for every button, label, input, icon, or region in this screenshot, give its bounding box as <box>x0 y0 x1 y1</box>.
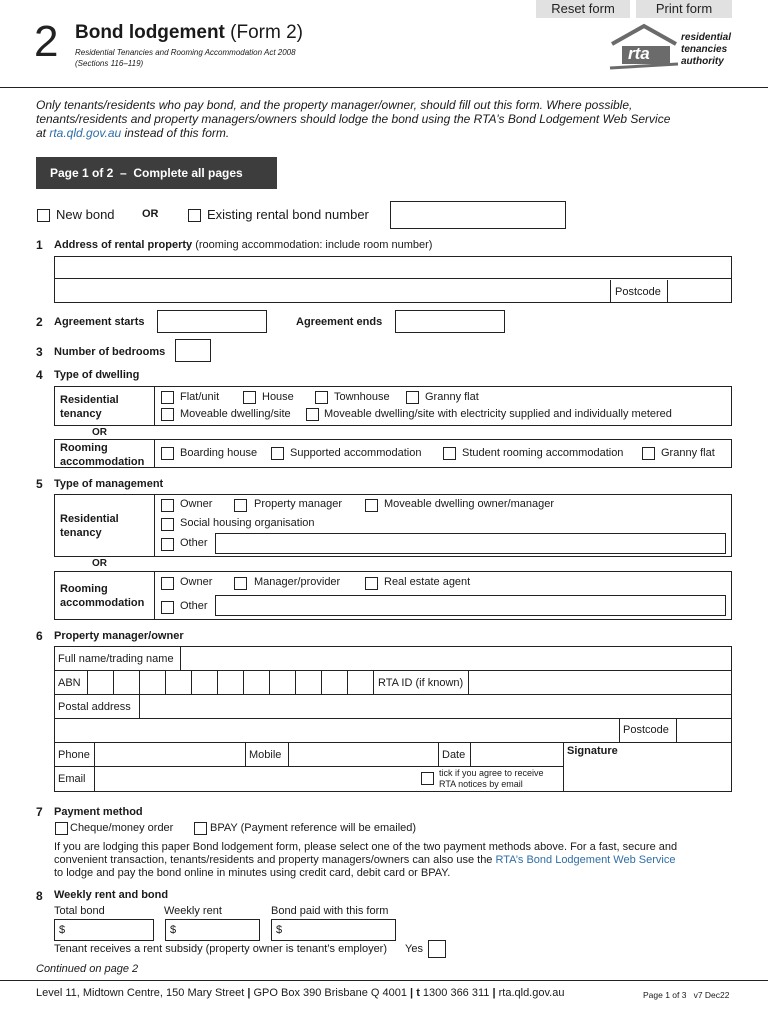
intro-line-1: Only tenants/residents who pay bond, and the property manager/owner, should fill out this form. Where possible, <box>36 98 633 112</box>
payment-method-label: Payment method <box>54 806 143 818</box>
divider <box>154 494 155 557</box>
dwelling-residential-label <box>60 393 119 421</box>
existing-bond-label: Existing rental bond number <box>207 207 369 222</box>
act-reference: Residential Tenancies and Rooming Accommodation Act 2008 <box>75 48 296 57</box>
rent-subsidy-label: Tenant receives a rent subsidy (property owner is tenant’s employer) <box>54 943 388 955</box>
footer-gpo: GPO Box 390 Brisbane Q 4001 <box>253 987 407 999</box>
section-1-number: 1 <box>36 238 43 252</box>
subsidy-yes-checkbox[interactable] <box>428 940 446 958</box>
cheque-label: Cheque/money order <box>70 822 174 834</box>
bond-paid-label: Bond paid with this form <box>271 905 389 917</box>
intro-line-2: tenants/residents and property managers/owners should lodge the bond using the RTA’s Bond Lodgement Web Service <box>36 112 671 126</box>
print-form-button[interactable]: Print form <box>636 0 732 18</box>
side-line: accommodation <box>60 456 145 468</box>
phone-input[interactable] <box>95 743 245 765</box>
new-bond-label: New bond <box>56 207 115 222</box>
section-6-number: 6 <box>36 629 43 643</box>
footer-version: v7 Dec22 <box>693 990 730 1000</box>
pm-postcode-label: Postcode <box>623 724 669 736</box>
existing-bond-checkbox[interactable] <box>188 209 201 222</box>
abn-label: ABN <box>58 677 81 689</box>
payment-note-line-1: If you are lodging this paper Bond lodgement form, please select one of the two payment methods above. For a fast, secure and <box>54 841 678 853</box>
rooming-owner-checkbox[interactable] <box>161 577 174 590</box>
total-bond-input[interactable] <box>54 919 154 941</box>
mgmt-moveable-owner-label: Moveable dwelling owner/manager <box>384 498 554 510</box>
moveable-electricity-label: Moveable dwelling/site with electricity supplied and individually metered <box>324 408 672 420</box>
page-banner: Page 1 of 2 – Complete all pages <box>36 157 277 189</box>
weekly-rent-label: Weekly rent <box>164 905 222 917</box>
management-type-label: Type of management <box>54 478 164 490</box>
address-label: Address of rental property (rooming accommodation: include room number) <box>54 239 433 251</box>
house-checkbox[interactable] <box>243 391 256 404</box>
payment-note-line-2: convenient transaction, tenants/residents and property managers/owners can also use the RTA’s Bond Lodgement Web Service <box>54 854 676 866</box>
logo-line-3: authority <box>681 56 724 67</box>
granny-flat-checkbox[interactable] <box>406 391 419 404</box>
side-line: Residential <box>60 513 119 525</box>
divider <box>245 742 246 766</box>
tick-line: RTA notices by email <box>439 779 523 789</box>
rooming-agent-checkbox[interactable] <box>365 577 378 590</box>
mgmt-other-label: Other <box>180 537 208 549</box>
logo-line-2: tenancies <box>681 44 728 55</box>
signature-field[interactable] <box>565 758 731 791</box>
divider <box>154 386 155 426</box>
postal-address-label: Postal address <box>58 701 131 713</box>
divider <box>154 439 155 468</box>
mgmt-social-housing-label: Social housing organisation <box>180 517 315 529</box>
rooming-owner-label: Owner <box>180 576 213 588</box>
supported-accommodation-checkbox[interactable] <box>271 447 284 460</box>
granny-flat-label: Granny flat <box>425 391 479 403</box>
signature-label: Signature <box>567 745 618 757</box>
logo-line-1: residential <box>681 32 732 43</box>
phone-label: Phone <box>58 749 90 761</box>
management-or-label: OR <box>92 558 107 569</box>
pm-postcode-input[interactable] <box>677 719 731 741</box>
bond-lodgement-web-service-link[interactable]: RTA’s Bond Lodgement Web Service <box>495 854 676 866</box>
management-residential-label <box>60 512 119 540</box>
boarding-house-checkbox[interactable] <box>161 447 174 460</box>
title-text: Bond lodgement <box>75 22 225 43</box>
mgmt-social-housing-checkbox[interactable] <box>161 518 174 531</box>
footer-separator: | <box>492 987 499 999</box>
section-7-number: 7 <box>36 805 43 819</box>
address-line-1-input[interactable] <box>54 256 732 279</box>
continued-note: Continued on page 2 <box>36 963 139 975</box>
section-5-number: 5 <box>36 477 43 491</box>
or-label: OR <box>142 208 159 220</box>
management-rooming-label <box>60 582 144 610</box>
side-line: Rooming <box>60 583 108 595</box>
rta-logo <box>608 22 680 72</box>
section-2-number: 2 <box>36 315 43 329</box>
dollar-sign: $ <box>59 924 66 936</box>
email-notices-checkbox[interactable] <box>421 772 434 785</box>
dwelling-or-label: OR <box>92 427 107 438</box>
footer-phone: 1300 366 311 <box>422 987 490 999</box>
section-8-number: 8 <box>36 889 43 903</box>
mgmt-moveable-owner-checkbox[interactable] <box>365 499 378 512</box>
intro-line-3: at rta.qld.gov.au instead of this form. <box>36 126 230 140</box>
section-4-number: 4 <box>36 368 43 382</box>
logo-mark: rta <box>628 44 650 63</box>
bond-paid-input[interactable] <box>271 919 396 941</box>
side-line: Rooming <box>60 442 108 454</box>
page-title <box>75 22 303 44</box>
rooming-granny-flat-checkbox[interactable] <box>642 447 655 460</box>
supported-accommodation-label: Supported accommodation <box>290 447 422 459</box>
agreement-ends-label: Agreement ends <box>296 316 383 328</box>
footer-website: rta.qld.gov.au <box>498 987 565 999</box>
dwelling-rooming-label <box>60 441 144 469</box>
dollar-sign: $ <box>276 924 283 936</box>
divider <box>619 718 620 742</box>
rooming-manager-checkbox[interactable] <box>234 577 247 590</box>
new-bond-checkbox[interactable] <box>37 209 50 222</box>
divider <box>373 670 374 694</box>
postal-address-line-2-input[interactable] <box>55 719 619 741</box>
dwelling-residential-box <box>54 386 732 426</box>
email-notices-label <box>439 768 544 790</box>
mgmt-other-input[interactable] <box>215 533 726 554</box>
fullname-input[interactable] <box>181 647 731 670</box>
moveable-dwelling-checkbox[interactable] <box>161 408 174 421</box>
cheque-checkbox[interactable] <box>55 822 68 835</box>
footer-separator: | <box>247 987 254 999</box>
rooming-manager-label: Manager/provider <box>254 576 341 588</box>
townhouse-label: Townhouse <box>334 391 390 403</box>
address-postcode-input[interactable] <box>668 280 731 302</box>
rta-id-label: RTA ID (if known) <box>378 677 464 689</box>
bpay-checkbox[interactable] <box>194 822 207 835</box>
agreement-starts-input[interactable] <box>157 310 267 333</box>
postcode-label: Postcode <box>615 286 661 298</box>
townhouse-checkbox[interactable] <box>315 391 328 404</box>
header-divider <box>0 87 768 88</box>
abn-input[interactable] <box>88 671 373 693</box>
footer-contact <box>36 987 564 999</box>
email-input[interactable] <box>95 767 415 791</box>
divider <box>438 742 439 766</box>
title-suffix: (Form 2) <box>230 22 303 43</box>
rooming-granny-flat-label: Granny flat <box>661 447 715 459</box>
student-rooming-checkbox[interactable] <box>443 447 456 460</box>
email-label: Email <box>58 773 86 785</box>
mgmt-owner-label: Owner <box>180 498 213 510</box>
payment-note <box>54 841 677 880</box>
postal-address-input[interactable] <box>140 695 731 717</box>
mgmt-property-manager-label: Property manager <box>254 498 343 510</box>
fullname-label: Full name/trading name <box>58 653 174 665</box>
mobile-input[interactable] <box>289 743 438 765</box>
boarding-house-label: Boarding house <box>180 447 258 459</box>
rooming-other-checkbox[interactable] <box>161 601 174 614</box>
agreement-starts-label: Agreement starts <box>54 316 145 328</box>
student-rooming-label: Student rooming accommodation <box>462 447 624 459</box>
mgmt-other-checkbox[interactable] <box>161 538 174 551</box>
existing-bond-number-input[interactable] <box>390 201 566 229</box>
agreement-ends-input[interactable] <box>395 310 505 333</box>
form-number: 2 <box>34 17 59 66</box>
footer-page-number: Page 1 of 3 <box>643 990 687 1000</box>
date-input[interactable] <box>471 743 563 765</box>
bedrooms-input[interactable] <box>175 339 211 362</box>
rooming-agent-label: Real estate agent <box>384 576 471 588</box>
side-line: tenancy <box>60 527 102 539</box>
reset-form-button[interactable]: Reset form <box>536 0 630 18</box>
moveable-electricity-checkbox[interactable] <box>306 408 319 421</box>
dwelling-type-label: Type of dwelling <box>54 369 140 381</box>
total-bond-label: Total bond <box>54 905 105 917</box>
rta-id-input[interactable] <box>469 671 731 693</box>
tick-line: tick if you agree to receive <box>439 768 544 778</box>
subsidy-yes-label: Yes <box>405 943 423 955</box>
payment-note-line-3: to lodge and pay the bond online in minutes using credit card, debit card or BPAY. <box>54 867 451 879</box>
moveable-dwelling-label: Moveable dwelling/site <box>180 408 291 420</box>
flat-unit-label: Flat/unit <box>180 391 220 403</box>
mobile-label: Mobile <box>249 749 282 761</box>
divider <box>154 571 155 620</box>
side-line: tenancy <box>60 408 102 420</box>
rooming-other-input[interactable] <box>215 595 726 616</box>
divider <box>563 742 564 792</box>
house-label: House <box>262 391 294 403</box>
side-line: accommodation <box>60 597 145 609</box>
footer-page <box>643 990 730 1000</box>
intro-text <box>36 98 670 140</box>
footer-separator: | <box>410 987 417 999</box>
mgmt-owner-checkbox[interactable] <box>161 499 174 512</box>
rooming-other-label: Other <box>180 600 208 612</box>
footer-address: Level 11, Midtown Centre, 150 Mary Street <box>36 987 245 999</box>
dollar-sign: $ <box>170 924 177 936</box>
rta-website-link[interactable]: rta.qld.gov.au <box>49 126 122 140</box>
rent-bond-label: Weekly rent and bond <box>54 889 169 901</box>
bedrooms-label: Number of bedrooms <box>54 346 166 358</box>
mgmt-property-manager-checkbox[interactable] <box>234 499 247 512</box>
flat-unit-checkbox[interactable] <box>161 391 174 404</box>
section-3-number: 3 <box>36 345 43 359</box>
side-line: Residential <box>60 394 119 406</box>
act-sections: (Sections 116–119) <box>75 59 144 68</box>
footer-t-label: t <box>416 987 420 999</box>
bpay-label: BPAY (Payment reference will be emailed) <box>210 822 417 834</box>
footer-divider <box>0 980 768 981</box>
divider <box>610 280 611 303</box>
property-manager-label: Property manager/owner <box>54 630 184 642</box>
weekly-rent-input[interactable] <box>165 919 260 941</box>
logo-text <box>681 32 731 68</box>
date-label: Date <box>442 749 466 761</box>
divider <box>564 742 732 743</box>
